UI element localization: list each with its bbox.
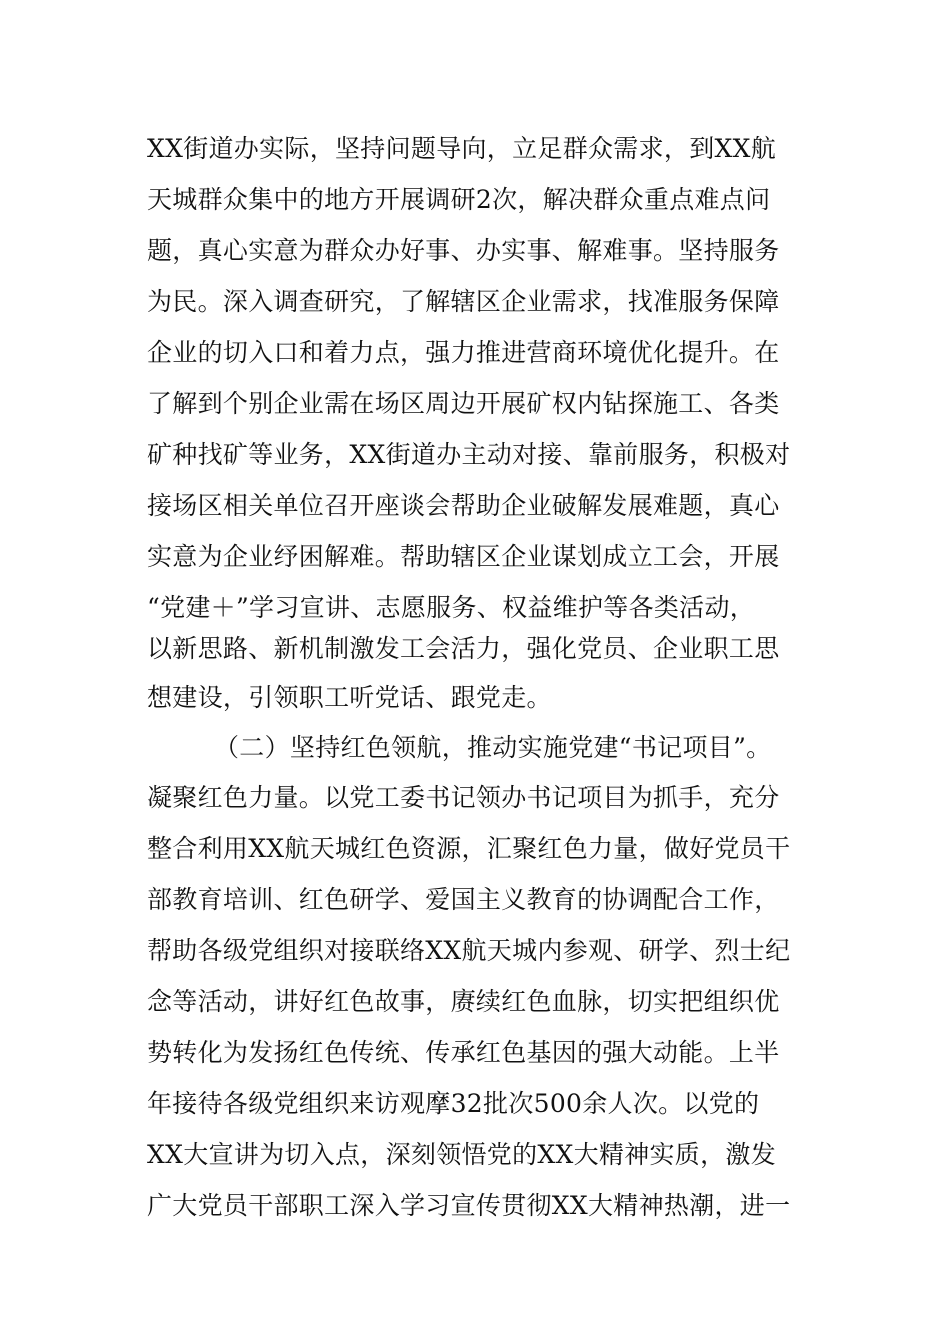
text-line-21: XX大宣讲为切入点，深刻领悟党的XX大精神实质，激发 — [147, 1140, 776, 1169]
text-line-20: 年接待各级党组织来访观摩32批次500余人次。以党的 — [147, 1089, 760, 1118]
text-line-22: 广大党员干部职工深入学习宣传贯彻XX大精神热潮，进一 — [147, 1191, 791, 1220]
section-heading: （二）坚持红色领航，推动实施党建“书记项目”。 — [214, 733, 772, 762]
text-line-10: “党建＋”学习宣讲、志愿服务、权益维护等各类活动， — [147, 593, 756, 622]
text-line-2: 天城群众集中的地方开展调研2次，解决群众重点难点问 — [147, 185, 771, 214]
text-line-3: 题，真心实意为群众办好事、办实事、解难事。坚持服务 — [147, 236, 780, 265]
text-line-19: 势转化为发扬红色传统、传承红色基因的强大动能。上半 — [147, 1038, 780, 1067]
text-line-11: 以新思路、新机制激发工会活力，强化党员、企业职工思 — [147, 634, 780, 663]
text-line-5: 企业的切入口和着力点，强力推进营商环境优化提升。在 — [147, 338, 780, 367]
text-line-17: 帮助各级党组织对接联络XX航天城内参观、研学、烈士纪 — [147, 936, 791, 965]
text-line-7: 矿种找矿等业务，XX街道办主动对接、靠前服务，积极对 — [147, 440, 791, 469]
text-line-6: 了解到个别企业需在场区周边开展矿权内钻探施工、各类 — [147, 389, 780, 418]
text-line-9: 实意为企业纾困解难。帮助辖区企业谋划成立工会，开展 — [147, 542, 780, 571]
text-line-4: 为民。深入调查研究，了解辖区企业需求，找准服务保障 — [147, 287, 780, 316]
text-line-1: XX街道办实际，坚持问题导向，立足群众需求，到XX航 — [147, 134, 776, 163]
text-line-15: 整合利用XX航天城红色资源，汇聚红色力量，做好党员干 — [147, 834, 791, 863]
text-line-16: 部教育培训、红色研学、爱国主义教育的协调配合工作， — [147, 885, 780, 914]
text-line-14: 凝聚红色力量。以党工委书记领办书记项目为抓手，充分 — [147, 783, 780, 812]
text-line-18: 念等活动，讲好红色故事，赓续红色血脉，切实把组织优 — [147, 987, 780, 1016]
text-line-12: 想建设，引领职工听党话、跟党走。 — [147, 683, 552, 712]
text-line-8: 接场区相关单位召开座谈会帮助企业破解发展难题，真心 — [147, 491, 780, 520]
